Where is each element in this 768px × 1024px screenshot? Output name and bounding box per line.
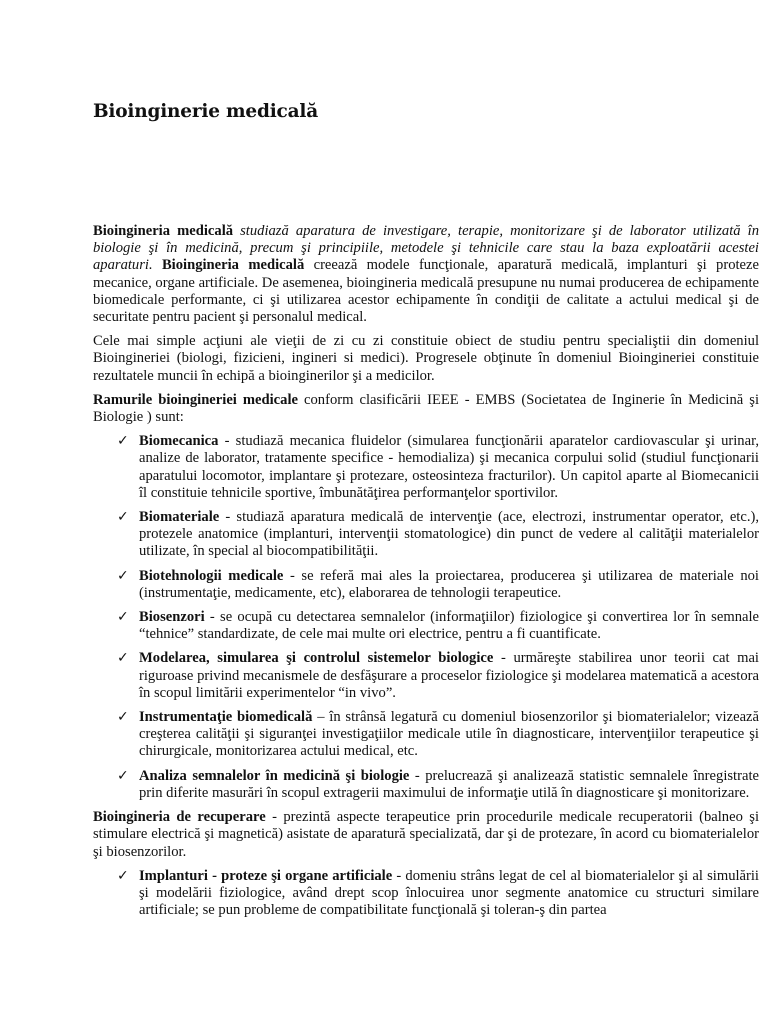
paragraph-2: Cele mai simple acţiuni ale vieţii de zi cu zi constituie obiect de studiu pentru specialiştii din domeniul Bioingineriei (biologi, fizicieni, ingineri si medici). Progresele obţinute în domeniul Bioingineriei constituie rezultatele muncii în echipă a bioinginerilor şi a medicilor. — [93, 333, 759, 384]
list-item — [93, 868, 759, 920]
list-item-term: Biotehnologii medicale — [139, 567, 284, 584]
list-item-term: Biomecanica — [139, 433, 219, 450]
list-item-term: Implanturi - proteze şi organe artificiale — [139, 867, 393, 884]
check-icon: ✓ — [117, 709, 129, 726]
recovery-paragraph — [93, 809, 759, 861]
intro-text: creează modele funcţionale, aparatură medicală, implanturi şi proteze mecanice, organe artificiale. De asemenea, bioingineria medicală presupune nu numai producerea de echipamente biomedicale performante, ci şi utilizarea acestor echipamente în condiţii de calitate a actului medical şi de securitate pentru pacient şi personalul medical. — [93, 257, 759, 326]
check-icon: ✓ — [117, 567, 129, 584]
recovery-list — [93, 868, 759, 920]
branches-intro-term: Ramurile bioingineriei medicale — [93, 391, 298, 408]
check-icon: ✓ — [117, 509, 129, 526]
list-item-term: Biomateriale — [139, 509, 220, 526]
intro-term-2: Bioingineria medicală — [152, 257, 305, 274]
list-item-description: - se referă mai ales la proiectarea, producerea şi utilizarea de materiale noi (instrumentaţie, medicamente, etc), elaborarea de tehnologii terapeutice. — [139, 567, 759, 601]
list-item-description: - se ocupă cu detectarea semnalelor (informaţiilor) fiziologice şi convertirea lor în semnale “tehnice” standardizate, de cele mai multe ori electrice, pentru a fi cuantificate. — [139, 609, 759, 643]
document-body — [93, 223, 759, 926]
check-icon: ✓ — [117, 867, 129, 884]
intro-term: Bioingineria medicală — [93, 223, 234, 239]
list-item — [93, 650, 759, 702]
list-item-term: Biosenzori — [139, 609, 205, 626]
list-item — [93, 433, 759, 502]
branches-intro-text: conform clasificării IEEE - EMBS (Societatea de Inginerie în Medicină şi Biologie ) sunt: — [93, 391, 760, 426]
list-item — [93, 509, 759, 561]
page-title: Bioinginerie medicală — [93, 101, 319, 122]
check-icon: ✓ — [117, 433, 129, 450]
check-icon: ✓ — [117, 767, 129, 784]
check-icon: ✓ — [117, 609, 129, 626]
list-item-description: - studiază aparatura medicală de intervenţie (ace, electrozi, instrumentar operator, etc.), protezele anatomice (implanturi, intervenţii stomatologice) din punct de vedere al calităţii materialelor utilizate, în special al biocompatibilităţii. — [139, 509, 759, 560]
list-item-description: - domeniu strâns legat de cel al biomaterialelor şi al simulării şi modelării fiziologice, având drept scop înlocuirea unor segmente anatomice cu structuri similare artificiale; se pun probleme de compatibilitate funcţională şi toleran-ş din partea — [139, 867, 759, 919]
intro-paragraph — [93, 223, 759, 326]
recovery-term: Bioingineria de recuperare — [93, 809, 266, 826]
list-item-term: Modelarea, simularea şi controlul sistemelor biologice — [139, 650, 494, 667]
list-item-description: - urmăreşte stabilirea unor teorii cat mai riguroase privind mecanismele de desfăşurare a proceselor fiziologice şi modelarea matematică a acestora în scopul limitării experimentelor “in vivo”. — [139, 650, 759, 701]
recovery-text: - prezintă aspecte terapeutice prin procedurile medicale recuperatorii (balneo şi stimulare electrică şi magnetică) asistate de aparatură specializată, dar şi de protezare, în acord cu biomaterialelor şi biosenzorilor. — [93, 809, 759, 860]
list-item — [93, 568, 759, 602]
branches-intro-paragraph — [93, 392, 759, 426]
list-item-term: Analiza semnalelor în medicină şi biologie — [139, 767, 410, 784]
list-item-description: - prelucrează şi analizează statistic semnalele înregistrate prin diferite masurări în scopul extragerii maximului de informaţie utilă în diagnosticare şi monitorizare. — [139, 767, 759, 801]
list-item-description: - studiază mecanica fluidelor (simularea funcţionării aparatelor cardiovascular şi urinar, analize de laborator, tratamente specifice - hemodializa) şi mecanica corpului solid (studiul funcţionarii aparatului locomotor, implantare şi protezare, osteosinteza fracturilor). Un capitol aparte al Biomecanicii îl constituie tehnicile sportive, îmbunătăţirea performanţelor sportivilor. — [139, 433, 759, 501]
check-icon: ✓ — [117, 650, 129, 667]
list-item — [93, 768, 759, 802]
branches-list — [93, 433, 759, 802]
list-item-description: – în strânsă legatură cu domeniul biosenzorilor şi biomaterialelor; vizează creşterea calităţii şi siguranţei investigaţiilor medicale utile în diagnosticare, intervenţiilor terapeutice şi chirurgicale, monitorizarea actului medical, etc. — [139, 709, 759, 760]
list-item-term: Instrumentaţie biomedicală — [139, 709, 313, 726]
list-item — [93, 709, 759, 761]
intro-italic-text: studiază aparatura de investigare, terapie, monitorizare şi de laborator utilizată în biologie şi în medicină, precum şi principiile, metodele şi tehnicile care stau la baza exploatării acestei aparaturi. — [93, 223, 759, 274]
list-item — [93, 609, 759, 643]
